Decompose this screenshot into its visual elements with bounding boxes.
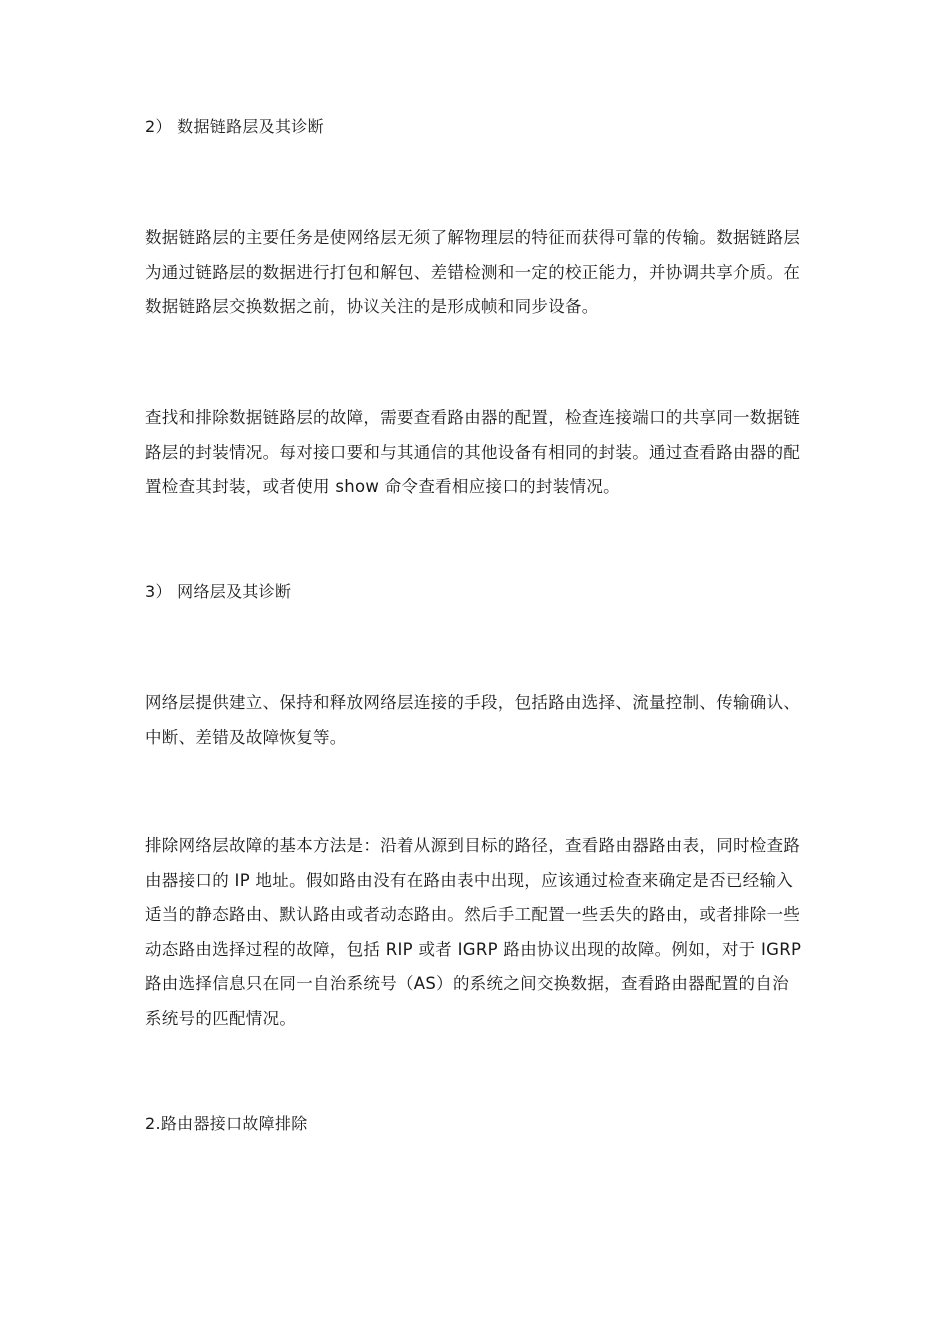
paragraph-data-link-troubleshooting: 查找和排除数据链路层的故障，需要查看路由器的配置，检查连接端口的共享同一数据链路层的封装情况。每对接口要和与其通信的其他设备有相同的封装。通过查看路由器的配置检查其封装，或者使用 show 命令查看相应接口的封装情况。 [145, 408, 801, 496]
section-heading-network-layer: 3） 网络层及其诊断 [145, 582, 292, 601]
section-heading-data-link-layer: 2） 数据链路层及其诊断 [145, 117, 324, 136]
paragraph-network-troubleshooting: 排除网络层故障的基本方法是：沿着从源到目标的路径，查看路由器路由表，同时检查路由器接口的 IP 地址。假如路由没有在路由表中出现，应该通过检查来确定是否已经输入适当的静态路由、默认路由或者动态路由。然后手工配置一些丢失的路由，或者排除一些动态路由选择过程的故障，包括 RIP 或者 IGRP 路由协议出现的故障。例如，对于 IGRP 路由选择信息只在同一自治系统号（AS）的系统之间交换数据，查看路由器配置的自治系统号的匹配情况。 [145, 836, 802, 1028]
paragraph-network-overview: 网络层提供建立、保持和释放网络层连接的手段，包括路由选择、流量控制、传输确认、中断、差错及故障恢复等。 [145, 693, 801, 747]
section-heading-router-interface: 2.路由器接口故障排除 [145, 1114, 308, 1133]
paragraph-data-link-overview: 数据链路层的主要任务是使网络层无须了解物理层的特征而获得可靠的传输。数据链路层为通过链路层的数据进行打包和解包、差错检测和一定的校正能力，并协调共享介质。在数据链路层交换数据之前，协议关注的是形成帧和同步设备。 [145, 228, 801, 316]
